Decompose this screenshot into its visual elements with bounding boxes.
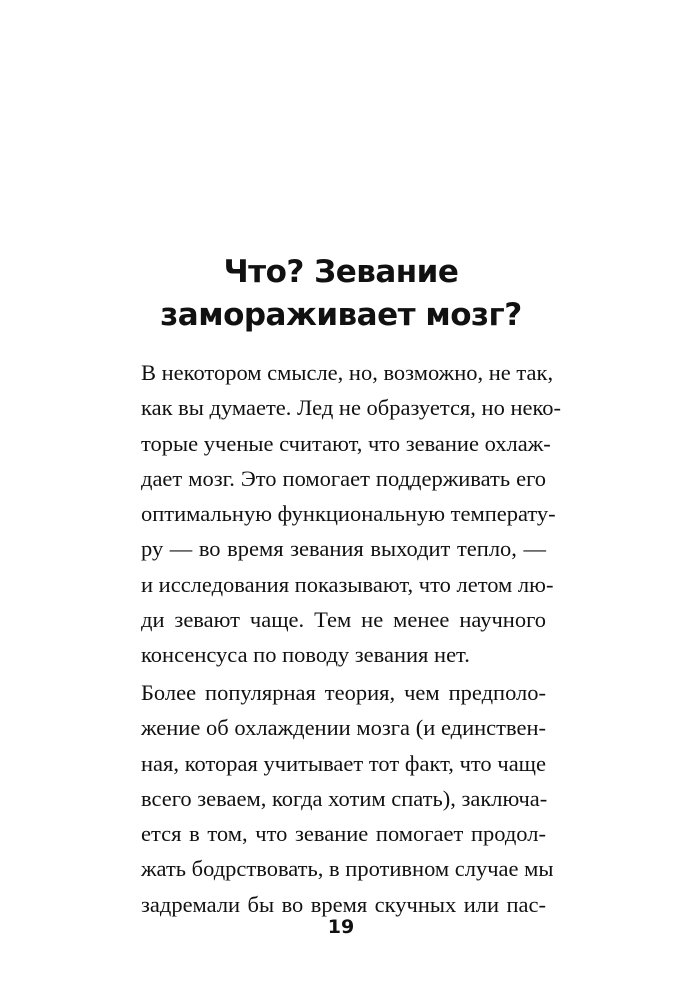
text-line: жение об охлаждении мозга (и единствен- xyxy=(141,715,546,741)
text-line: задремали бы во время скучных или пас- xyxy=(141,891,546,917)
paragraph-1 xyxy=(141,355,562,673)
text-line: торые ученые считают, что зевание охлаж- xyxy=(141,430,551,456)
text-line: всего зеваем, когда хотим спать), заключа- xyxy=(141,785,548,811)
chapter-title-line-2: замораживает мозг? xyxy=(160,297,522,333)
text-line: жать бодрствовать, в противном случае мы xyxy=(141,856,554,882)
text-line: ная, которая учитывает тот факт, что чаще xyxy=(141,750,546,776)
text-line: и исследования показывают, что летом лю- xyxy=(141,571,554,597)
text-line: оптимальную функциональную температу- xyxy=(141,501,556,527)
chapter-title-line-1: Что? Зевание xyxy=(223,254,459,290)
text-line: Более популярная теория, чем предполо- xyxy=(141,680,546,705)
text-line: ется в том, что зевание помогает продол- xyxy=(141,821,546,847)
text-line: ди зевают чаще. Тем не менее научного xyxy=(141,607,546,633)
paragraph-2 xyxy=(141,675,554,922)
text-line: как вы думаете. Лед не образуется, но неко- xyxy=(141,395,562,421)
text-line: дает мозг. Это помогает поддерживать его xyxy=(141,465,546,491)
page-number: 19 xyxy=(327,916,355,938)
text-line: консенсуса по поводу зевания нет. xyxy=(141,642,470,668)
text-line: ру — во время зевания выходит тепло, — xyxy=(141,536,546,562)
text-line: В некотором смысле, но, возможно, не так, xyxy=(141,360,554,385)
